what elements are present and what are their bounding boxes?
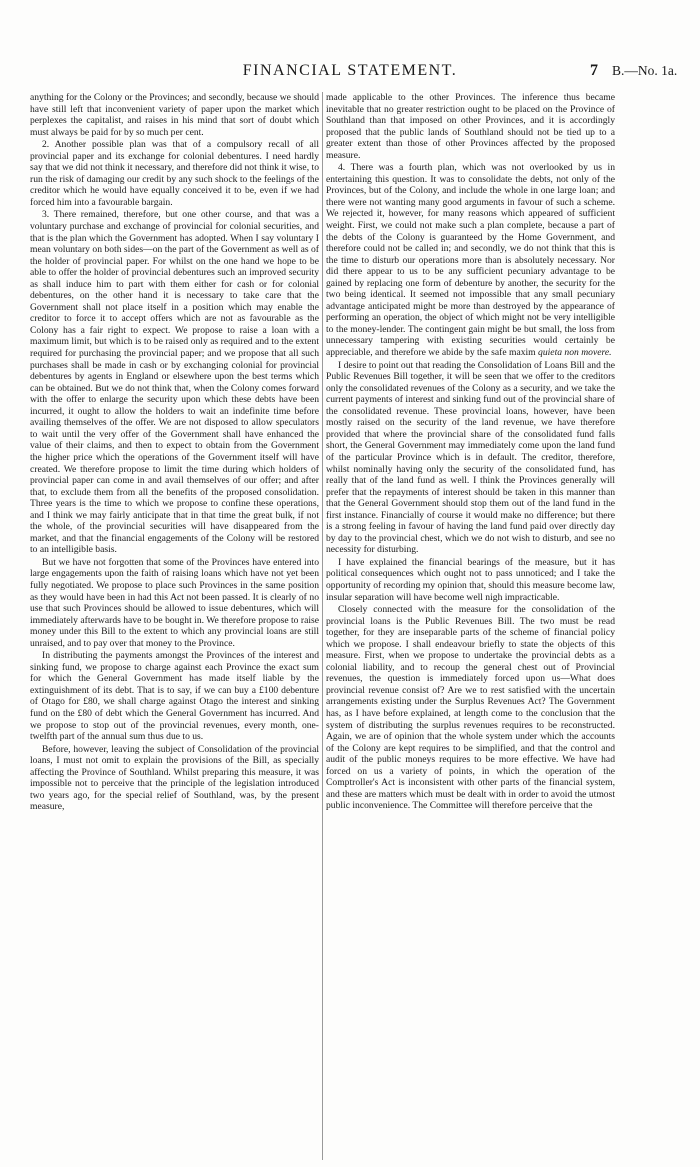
paragraph: 2. Another possible plan was that of a compulsory recall of all provincial paper and its exchange for colonial debentures. I need hardly say that we did not think it necessary, and therefore did not think it wise, to run the risk of damaging our credit by any such shock to the feelings of the creditor which he would have equally conceived it to be, even if we had forced him into a favourable bargain. (30, 139, 319, 208)
document-reference: B.—No. 1a. (612, 63, 678, 78)
right-column (326, 92, 615, 1160)
paragraph: made applicable to the other Provinces. The inference thus became inevitable that no greater restriction ought to be placed on the Province of Southland than that imposed on other Provinces, and it is accordingly proposed that the public lands of Southland should not be tied up to a greater extent than those of other Provinces affected by the proposed measure. (326, 92, 615, 161)
paragraph: I desire to point out that reading the Consolidation of Loans Bill and the Public Revenues Bill together, it will be seen that we offer to the creditors only the consolidated revenues of the Colony as a security, and we take the current payments of interest and sinking fund out of the provincial share of the consolidated revenue. These provincial loans, however, have been mostly raised on the security of the land revenue, we have therefore provided that where the provincial share of the consolidated fund falls short, the General Government may immediately come upon the land fund of the particular Province which is in default. The creditor, therefore, whilst nominally having only the security of the consolidated fund, has really that of the land fund as well. I think the Provinces generally will prefer that the repayments of interest should be taken in this manner than that the General Government should stop them out of the land fund in the first instance. Financially of course it would make no difference; but there is a strong feeling in favour of having the land fund paid over directly day by day to the provincial chest, which we do not wish to disturb, and see no necessity for disturbing. (326, 359, 615, 556)
column-divider (322, 92, 323, 1160)
paragraph: I have explained the financial bearings of the measure, but it has political consequences which ought not to pass unnoticed; and I take the opportunity of recording my opinion that, should this measure become law, insular separation will have become well nigh impracticable. (326, 556, 615, 603)
paragraph: Before, however, leaving the subject of Consolidation of the provincial loans, I must not omit to explain the provisions of the Bill, as specially affecting the Province of Southland. Whilst preparing this measure, it was impossible not to perceive that the principle of the legislation introduced two years ago, for the special relief of Southland, was, by the present measure, (30, 743, 319, 813)
page-title: FINANCIAL STATEMENT. (242, 62, 458, 79)
left-column (30, 92, 319, 1160)
paragraph (326, 162, 615, 358)
page-header (0, 62, 700, 82)
text-columns (30, 92, 676, 1160)
paragraph: In distributing the payments amongst the Provinces of the interest and sinking fund, we propose to charge against each Province the exact sum for which the General Government has made itself liable by the extinguishment of its debt. That is to say, if we can buy a £100 debenture of Otago for £80, we shall charge against Otago the interest and sinking fund on the £80 of debt which the General Government has incurred. And we propose to stop out of the provincial revenues, every month, one-twelfth part of the annual sum thus due to us. (30, 650, 319, 743)
latin-maxim: quieta non movere. (538, 347, 612, 359)
paragraph-text: 4. There was a fourth plan, which was not overlooked by us in entertaining this question. It was to consolidate the debts, not only of the Provinces, but of the Colony, and include the whole in one large loan; and there were not wanting many good arguments in favour of such a scheme. We rejected it, however, for many reasons which appeared of sufficient weight. First, we could not make such a plan complete, because a part of the debts of the Colony is guaranteed by the Home Government, and therefore could not be called in; and secondly, we do not think that this is the time to disturb our operations more than is absolutely necessary. Nor did there appear to us to be any sufficient pecuniary advantage to be gained by replacing one form of debenture by another, the security for the two being identical. It seemed not impossible that any small pecuniary advantage anticipated might be more than destroyed by the appearance of performing an operation, the object of which might not be very intelligible to the money-lender. The contingent gain might be but small, the loss from unnecessary tampering with existing securities would certainly be appreciable, and therefore we abide by the safe maxim (326, 162, 615, 359)
page-number: 7 (590, 62, 598, 79)
paragraph: Closely connected with the measure for the consolidation of the provincial loans is the Public Revenues Bill. The two must be read together, for they are inseparable parts of the scheme of financial policy which we propose. I shall endeavour briefly to state the objects of this measure. First, when we propose to undertake the provincial debts as a colonial liability, and to recoup the general chest out of Provincial revenues, the question is immediately forced upon us—What does provincial revenue consist of? Are we to rest satisfied with the uncertain arrangements existing under the Surplus Revenues Act? The Government has, as I have before explained, at length come to the conclusion that the system of distributing the surplus revenues requires to be reconstructed. Again, we are of opinion that the whole system under which the accounts of the Colony are kept requires to be simplified, and that the control and audit of the public moneys requires to be more effective. We have had forced on us a variety of points, in which the operation of the Comptroller's Act is inconsistent with other parts of the financial system, and these are matters which must be dealt with in order to avoid the utmost public inconvenience. The Committee will therefore perceive that the (326, 604, 615, 812)
paragraph: But we have not forgotten that some of the Provinces have entered into large engagements upon the faith of raising loans which have not yet been fully negotiated. We propose to place such Provinces in the same position as they would have been in had this Act not been passed. It is clearly of no use that such Provinces should be allowed to issue debentures, which will immediately afterwards have to be bought in. We therefore propose to raise money under this Bill to the extent to which any provincial loans are still unraised, and to pay over that money to the Province. (30, 556, 319, 649)
paragraph: anything for the Colony or the Provinces; and secondly, because we should have still left that inconvenient variety of paper upon the market which perplexes the capitalist, and raises in his mind that sort of doubt which must always be paid for by so much per cent. (30, 92, 319, 138)
paragraph: 3. There remained, therefore, but one other course, and that was a voluntary purchase and exchange of provincial for colonial securities, and that is the plan which the Government has adopted. When I say voluntary I mean voluntary on both sides—on the part of the Government as well as of the holder of provincial paper. For whilst on the one hand we hope to be able to offer the holder of provincial debentures such an improved security as shall induce him to part with them either for cash or for colonial debentures, on the other hand it is necessary to take care that the Government shall not place itself in a position which may enable the creditor to force it to accept offers which are not as favourable as the Colony has a fair right to expect. We propose to raise a loan with a maximum limit, but which is to be raised only as required and to the extent required for purchasing the provincial paper; and we propose that all such purchases shall be made in cash or by exchanging colonial for provincial debentures by agents in England or elsewhere upon the best terms which can be obtained. But we do not think that, when the Colony comes forward with the offer to enlarge the security upon which these debts have been incurred, it ought to allow the holders to wait an indefinite time before availing themselves of the offer. We are not disposed to allow speculators to wait until the very offer of the Government shall have enhanced the value of their claims, and then to expect to obtain from the Government the higher price which the operations of the Government itself will have created. We therefore propose to limit the time during which holders of provincial paper can come in and avail themselves of our offer; and after that, to exclude them from all the benefits of the proposed consolidation. Three years is the time to which we propose to confine these operations, and I think we may fairly anticipate that in that time the great bulk, if not the whole, of the provincial securities will have disappeared from the market, and that the financial engagements of the Colony will be restored to an intelligible basis. (30, 209, 319, 556)
